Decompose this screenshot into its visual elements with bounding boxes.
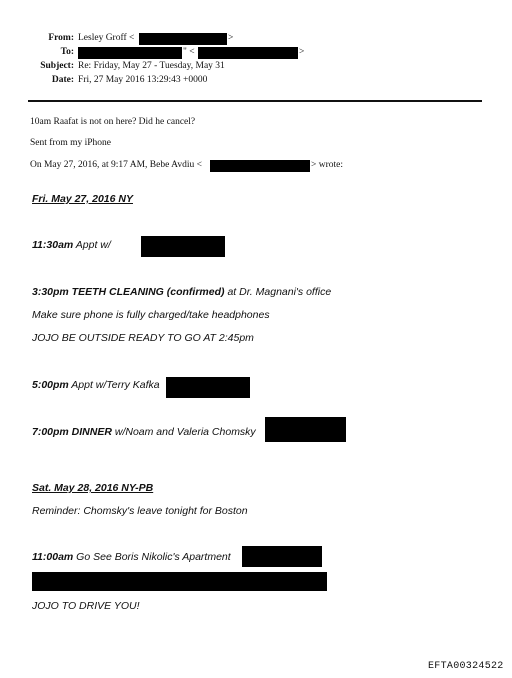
from-value: Lesley Groff <: [78, 33, 135, 43]
appt2-line: [32, 379, 160, 391]
header-divider: [28, 100, 482, 102]
visit-line: [32, 551, 231, 563]
dinner-title: 7:00pm DINNER: [32, 426, 112, 438]
phone-note: Make sure phone is fully charged/take headphones: [32, 309, 270, 321]
redaction: [210, 160, 310, 172]
reminder-line: Reminder: Chomsky's leave tonight for Boston: [32, 505, 248, 517]
quote-suffix: > wrote:: [311, 160, 344, 170]
teeth-rest: at Dr. Magnani's office: [224, 286, 332, 298]
to-value: " <: [183, 47, 195, 57]
appt1-text: Appt w/: [73, 239, 111, 251]
from-label: From:: [48, 33, 74, 43]
day1-heading: Fri. May 27, 2016 NY: [32, 193, 133, 205]
visit-text: Go See Boris Nikolic's Apartment: [73, 551, 231, 563]
redaction: [32, 572, 327, 591]
dinner-rest: w/Noam and Valeria Chomsky: [111, 426, 256, 438]
redaction: [242, 546, 322, 567]
redaction: [166, 377, 250, 398]
quote-prefix: On May 27, 2016, at 9:17 AM, Bebe Avdiu <: [30, 160, 202, 170]
date-label: Date:: [51, 75, 74, 85]
reply-line-1: 10am Raafat is not on here? Did he cancel?: [30, 117, 196, 127]
day2-heading: Sat. May 28, 2016 NY-PB: [32, 482, 154, 494]
appt2-time: 5:00pm: [32, 379, 69, 391]
subject-label: Subject:: [40, 61, 74, 71]
redaction: [78, 47, 182, 59]
teeth-line: [32, 286, 331, 298]
subject-value: Re: Friday, May 27 - Tuesday, May 31: [78, 61, 225, 71]
visit-time: 11:00am: [32, 551, 74, 563]
appt1-line: [32, 239, 111, 251]
jojo-note: JOJO BE OUTSIDE READY TO GO AT 2:45pm: [32, 332, 254, 344]
appt2-text: Appt w/Terry Kafka: [68, 379, 160, 391]
appt1-time: 11:30am: [32, 239, 74, 251]
teeth-title: 3:30pm TEETH CLEANING (confirmed): [32, 286, 225, 298]
dinner-line: [32, 426, 256, 438]
drive-note: JOJO TO DRIVE YOU!: [32, 600, 140, 612]
from-tail: >: [228, 33, 234, 43]
bates-number: EFTA00324522: [428, 661, 504, 672]
date-value: Fri, 27 May 2016 13:29:43 +0000: [78, 75, 208, 85]
to-label: To:: [60, 47, 74, 57]
redaction: [139, 33, 227, 45]
reply-signature: Sent from my iPhone: [30, 138, 112, 148]
to-tail: >: [299, 47, 305, 57]
redaction: [265, 417, 346, 442]
redaction: [198, 47, 298, 59]
redaction: [141, 236, 225, 257]
